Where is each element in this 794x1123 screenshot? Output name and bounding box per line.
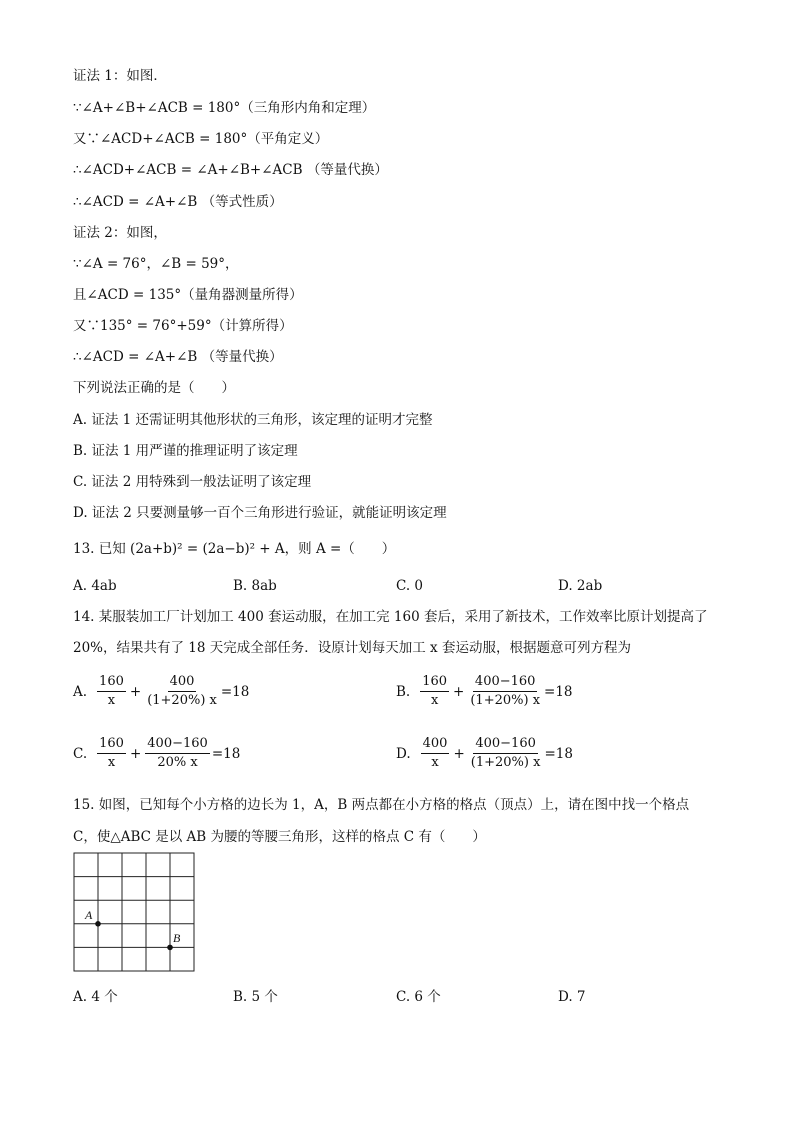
q14-option-b-label: B. (396, 683, 411, 700)
point-b-label: B (173, 931, 181, 945)
fraction: $\frac{160}{x}$ (422, 674, 448, 708)
grid-figure (72, 851, 198, 975)
point-a-dot (95, 921, 101, 927)
proof1-line1: ∵∠A+∠B+∠ACB = 180°（三角形内角和定理） (73, 100, 376, 116)
q12-option-c: C. 证法 2 用特殊到一般法证明了该定理 (73, 474, 312, 490)
q14-option-d-label: D. (396, 745, 411, 762)
fraction: $\frac{400-160}{20\% x}$ (147, 736, 208, 770)
proof2-line2: 且∠ACD = 135°（量角器测量所得） (73, 287, 303, 303)
fraction: $\frac{400-160}{(1+20\%) x}$ (470, 736, 541, 770)
proof1-line3: ∴∠ACD+∠ACB = ∠A+∠B+∠ACB （等量代换） (73, 162, 388, 178)
fraction: $\frac{400-160}{(1+20\%) x}$ (470, 674, 541, 708)
proof2-title: 证法 2：如图， (73, 225, 167, 241)
proof2-line3: 又∵135° = 76°+59°（计算所得） (73, 318, 293, 334)
proof1-line2: 又∵∠ACD+∠ACB = 180°（平角定义） (73, 131, 329, 147)
q12-stem: 下列说法正确的是（ ） (73, 380, 235, 396)
fraction: $\frac{160}{x}$ (99, 674, 124, 708)
q12-option-b: B. 证法 1 用严谨的推理证明了该定理 (73, 443, 298, 459)
q12-option-d: D. 证法 2 只要测量够一百个三角形进行验证，就能证明该定理 (73, 505, 447, 521)
fraction: $\frac{160}{x}$ (99, 736, 124, 770)
q15-option-d: D. 7 (558, 989, 586, 1005)
q13-option-d: D. 2ab (558, 578, 603, 594)
point-b-dot (167, 945, 173, 951)
q13-option-a: A. 4ab (73, 578, 117, 594)
q15-option-a: A. 4 个 (73, 989, 118, 1005)
q15-option-b: B. 5 个 (233, 989, 278, 1005)
proof2-line1: ∵∠A = 76°，∠B = 59°， (73, 256, 239, 272)
q14-stem-line2: 20%，结果共有了 18 天完成全部任务．设原计划每天加工 x 套运动服，根据题意可列方程为 (73, 640, 631, 656)
q13-option-c: C. 0 (396, 578, 424, 594)
proof1-title: 证法 1：如图． (73, 68, 167, 84)
q14-option-b: B. $\frac{160}{x}$ + $\frac{400-160}{(1+20\%) x}$ =18 (396, 674, 573, 708)
q14-option-c: C. $\frac{160}{x}$ + $\frac{400-160}{20\% x}$ =18 (73, 736, 241, 770)
point-a-label: A (85, 908, 93, 922)
q15-stem-line1: 15. 如图，已知每个小方格的边长为 1，A，B 两点都在小方格的格点（顶点）上，请在图中找一个格点 (73, 797, 690, 813)
q15-option-c: C. 6 个 (396, 989, 441, 1005)
q14-option-a: A. $\frac{160}{x}$ + $\frac{400}{(1+20\%) x}$ =18 (73, 674, 250, 708)
q14-stem-line1: 14. 某服装加工厂计划加工 400 套运动服，在加工完 160 套后，采用了新技术，工作效率比原计划提高了 (73, 609, 708, 625)
q14-option-a-label: A. (73, 683, 88, 700)
q13-option-b: B. 8ab (233, 578, 277, 594)
q14-option-c-label: C. (73, 745, 88, 762)
q12-option-a: A. 证法 1 还需证明其他形状的三角形，该定理的证明才完整 (73, 412, 433, 428)
fraction: $\frac{400}{(1+20\%) x}$ (147, 674, 217, 708)
proof2-line4: ∴∠ACD = ∠A+∠B （等量代换） (73, 349, 283, 365)
proof1-line4: ∴∠ACD = ∠A+∠B （等式性质） (73, 194, 283, 210)
q13-stem: 13. 已知 (2a+b)² = (2a−b)² + A，则 A =（ ） (73, 541, 396, 557)
q14-option-d: D. $\frac{400}{x}$ + $\frac{400-160}{(1+20\%) x}$ =18 (396, 736, 573, 770)
fraction: $\frac{400}{x}$ (422, 736, 448, 770)
q15-stem-line2: C，使△ABC 是以 AB 为腰的等腰三角形，这样的格点 C 有（ ） (73, 829, 486, 845)
